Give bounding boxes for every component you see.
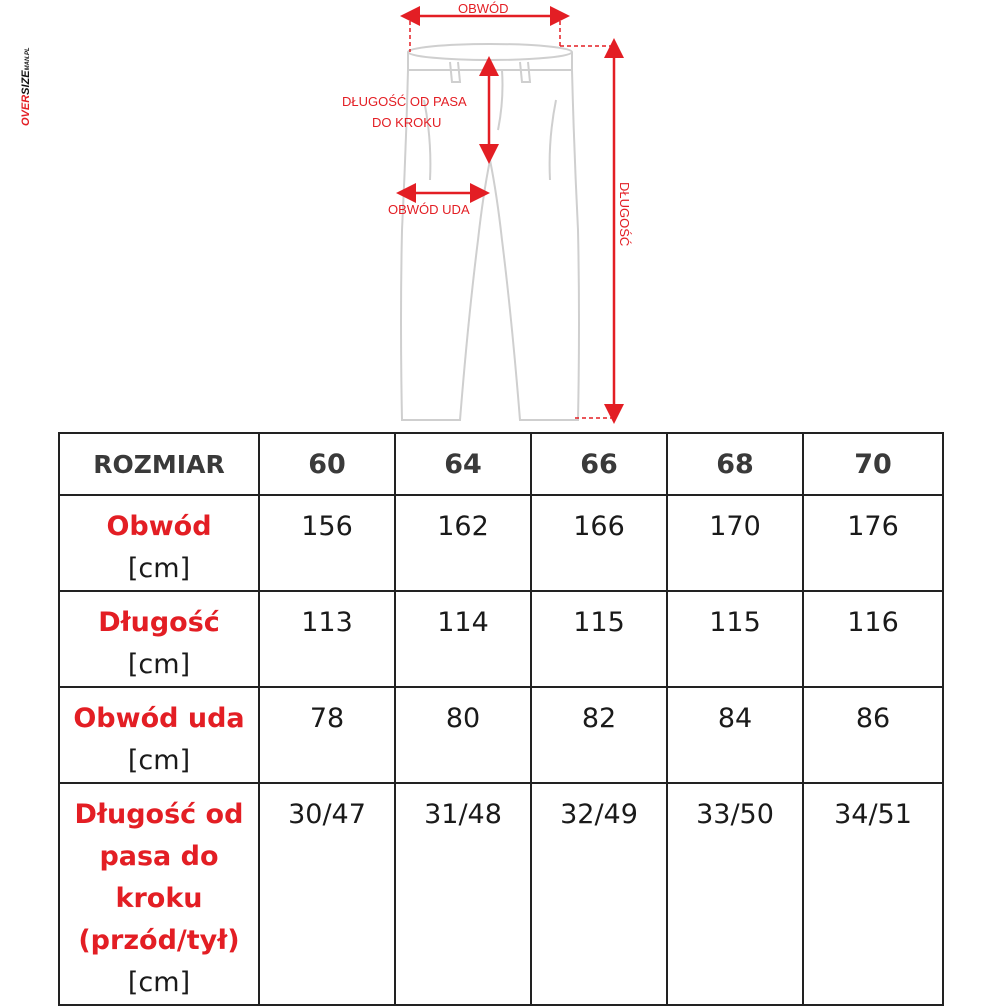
logo-part-over: OVER	[20, 94, 32, 126]
header-size-66: 66	[531, 433, 667, 495]
row-label-line: (przód/tył)	[78, 925, 240, 956]
row-label-cell	[59, 495, 259, 591]
label-obwod-uda: OBWÓD UDA	[388, 202, 470, 217]
header-size-60: 60	[259, 433, 395, 495]
table-cell: 156	[259, 495, 395, 591]
table-row	[59, 591, 943, 687]
label-obwod: OBWÓD	[458, 1, 509, 16]
row-label-line: pasa do	[99, 841, 219, 872]
table-cell: 114	[395, 591, 531, 687]
brand-logo	[8, 14, 32, 134]
row-label: Długość	[98, 607, 220, 638]
table-cell: 116	[803, 591, 943, 687]
table-cell: 30/47	[259, 783, 395, 1005]
logo-part-size: SIZE	[20, 70, 32, 95]
header-size-70: 70	[803, 433, 943, 495]
table-cell: 115	[531, 591, 667, 687]
header-size-64: 64	[395, 433, 531, 495]
table-row	[59, 495, 943, 591]
table-cell: 162	[395, 495, 531, 591]
table-cell: 113	[259, 591, 395, 687]
brand-logo-text	[20, 47, 34, 126]
table-cell: 170	[667, 495, 803, 591]
table-cell: 31/48	[395, 783, 531, 1005]
row-label-cell	[59, 591, 259, 687]
label-rise-line1: DŁUGOŚĆ OD PASA	[342, 94, 467, 109]
logo-part-domain: MAN.PL	[25, 47, 31, 71]
trousers-illustration	[320, 0, 660, 428]
row-label: Obwód uda	[73, 703, 245, 734]
table-cell: 34/51	[803, 783, 943, 1005]
size-table	[58, 432, 944, 1006]
row-unit: [cm]	[127, 649, 191, 680]
table-cell: 176	[803, 495, 943, 591]
header-size-68: 68	[667, 433, 803, 495]
trousers-diagram	[320, 0, 660, 428]
table-row	[59, 687, 943, 783]
label-rise-line2: DO KROKU	[372, 115, 442, 130]
table-cell: 166	[531, 495, 667, 591]
table-cell: 33/50	[667, 783, 803, 1005]
table-cell: 80	[395, 687, 531, 783]
table-cell: 86	[803, 687, 943, 783]
table-row	[59, 783, 943, 1005]
row-label-cell	[59, 783, 259, 1005]
row-label-cell	[59, 687, 259, 783]
row-label: Obwód	[106, 511, 212, 542]
table-cell: 78	[259, 687, 395, 783]
label-dlugosc: DŁUGOŚĆ	[617, 182, 632, 247]
length-measure	[560, 46, 616, 418]
row-label-line: Długość od	[74, 799, 244, 830]
row-unit: [cm]	[127, 553, 191, 584]
table-cell: 82	[531, 687, 667, 783]
row-label-line: kroku	[115, 883, 203, 914]
table-cell: 115	[667, 591, 803, 687]
row-unit: [cm]	[127, 745, 191, 776]
table-cell: 84	[667, 687, 803, 783]
header-rozmiar: ROZMIAR	[59, 433, 259, 495]
table-header-row	[59, 433, 943, 495]
row-unit: [cm]	[127, 967, 191, 998]
table-cell: 32/49	[531, 783, 667, 1005]
